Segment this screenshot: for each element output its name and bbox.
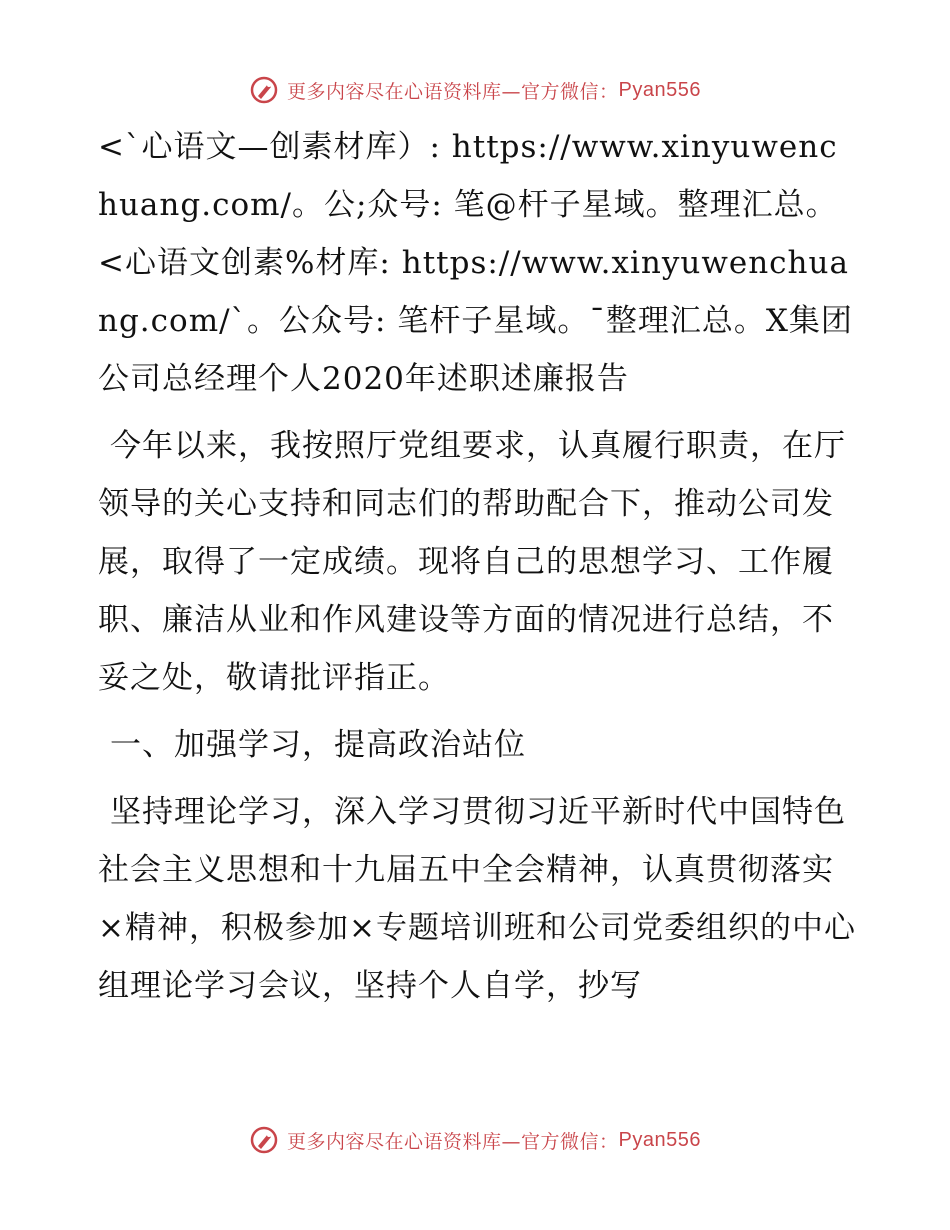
pen-nib-circle-icon bbox=[249, 1125, 279, 1155]
header-banner-text: 更多内容尽在心语资料库—官方微信： bbox=[287, 80, 619, 103]
document-body bbox=[98, 118, 858, 1024]
footer-watermark-banner bbox=[0, 1120, 950, 1160]
footer-banner-brand: Pyan556 bbox=[618, 1128, 701, 1151]
header-banner-brand: Pyan556 bbox=[618, 78, 701, 101]
document-intro: <`心语文—创素材库）: https://www.xinyuwenchuang.com/。公;众号: 笔@杆子星域。整理汇总。<心语文创素%材库: https://www.xinyuwenchuang.com/`。公众号: 笔杆子星域。¯整理汇总。X集团公司总经理个人2020年述职述廉报告 bbox=[98, 129, 853, 397]
pen-nib-circle-icon bbox=[249, 75, 279, 105]
header-watermark-banner bbox=[0, 70, 950, 110]
section-heading-1: 一、加强学习，提高政治站位 bbox=[110, 727, 526, 763]
paragraph-2: 坚持理论学习，深入学习贯彻习近平新时代中国特色社会主义思想和十九届五中全会精神，认真贯彻落实×精神，积极参加×专题培训班和公司党委组织的中心组理论学习会议，坚持个人自学，抄写 bbox=[98, 794, 856, 1004]
paragraph-1: 今年以来，我按照厅党组要求，认真履行职责，在厅领导的关心支持和同志们的帮助配合下，推动公司发展，取得了一定成绩。现将自己的思想学习、工作履职、廉洁从业和作风建设等方面的情况进行总结，不妥之处，敬请批评指正。 bbox=[98, 428, 846, 696]
footer-banner-text: 更多内容尽在心语资料库—官方微信： bbox=[287, 1130, 619, 1153]
